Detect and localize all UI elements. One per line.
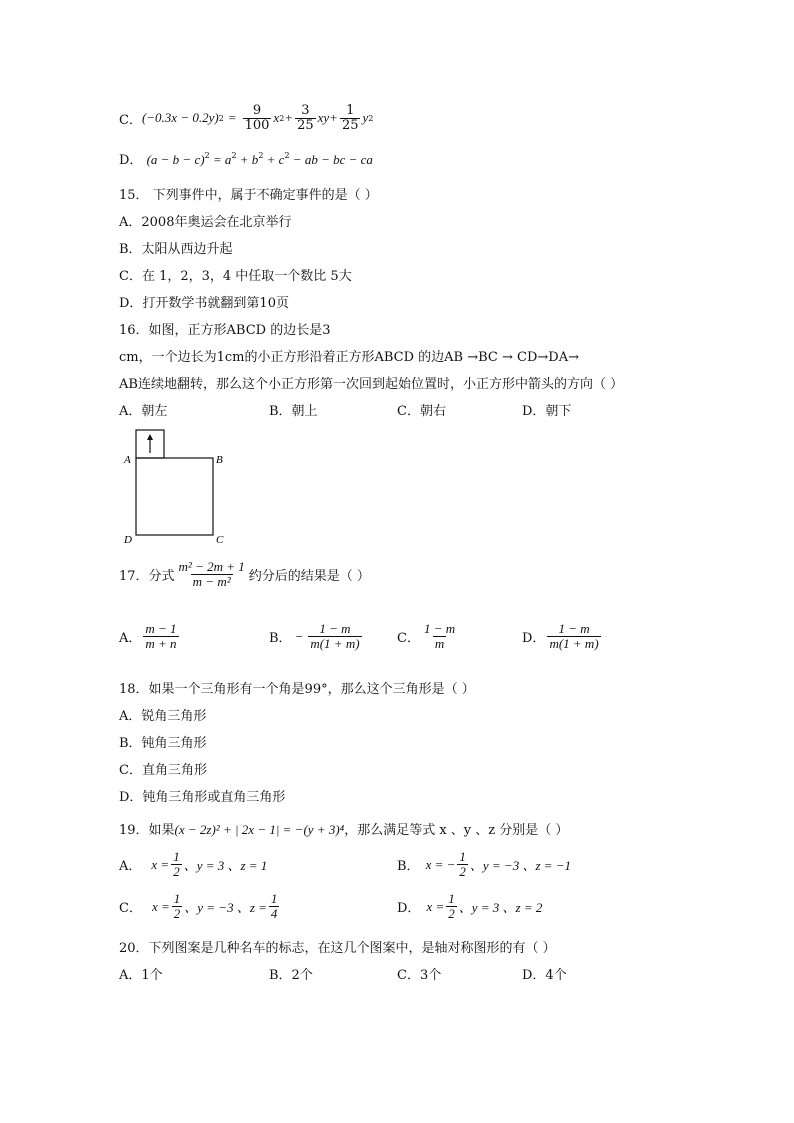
- q18-option-b: B．钝角三角形: [119, 736, 207, 751]
- q16-stem-line1: 16．如图，正方形ABCD 的边长是3: [119, 323, 331, 338]
- stem-prefix: 19．如果: [119, 823, 175, 838]
- q17-stem: [119, 560, 370, 589]
- q15-option-b: B．太阳从西边升起: [119, 242, 233, 257]
- q17-option-b: B． − $\frac{1 - m}{m(1 + m)}$: [269, 621, 360, 651]
- q20-option-c: C．3个: [397, 968, 442, 983]
- math-expression: (−0.3x − 0.2y): [141, 110, 219, 125]
- fraction: $\frac{\text{m² − 2m + 1}}{\text{m − m²}}$: [178, 559, 245, 589]
- exponent: 2: [218, 113, 224, 123]
- q19-stem: [119, 819, 568, 838]
- option-label: D．: [119, 153, 143, 168]
- math-expression: (x − 2z)² + | 2x − 1| = −(y + 3)⁴: [174, 822, 345, 837]
- q19-option-a: A． x = $\frac{1}{2}$ 、y = 3 、z = 1: [119, 849, 268, 879]
- q15-stem: 15． 下列事件中，属于不确定事件的是（ ）: [119, 188, 378, 203]
- label-a: A: [124, 454, 131, 466]
- option-label: C．: [119, 112, 142, 128]
- q19-option-d: D． x = $\frac{1}{2}$ 、y = 3 、z = 2: [397, 891, 543, 921]
- stem-prefix: 17．分式: [119, 569, 175, 584]
- q19-option-c: C． x = $\frac{1}{2}$ 、y = −3 、z = $\frac{1}{4}$: [119, 891, 278, 921]
- math-expression: (a − b − c): [146, 152, 205, 167]
- q16-option-d: D．朝下: [522, 404, 572, 419]
- label-b: B: [216, 454, 223, 466]
- q14-option-c: C． (−0.3x − 0.2y) 2 = $\frac{9}{100}$ x 2 + $\frac{3}{25}$ xy + $\frac{1}{25}$ y 2: [119, 102, 374, 133]
- q14-option-d: D． $(a - b - c)^2 = a^2 + b^2 + c^2$ − ab − bc − ca: [119, 151, 373, 168]
- q17-option-c: C． $\frac{1 - m}{m}$: [397, 621, 456, 651]
- q18-option-a: A．锐角三角形: [119, 709, 207, 724]
- q17-option-d: D． $\frac{1 - m}{m(1 + m)}$: [522, 621, 599, 651]
- q20-option-a: A．1个: [119, 968, 163, 983]
- q20-option-b: B．2个: [269, 968, 313, 983]
- q19-option-b: B． x = − $\frac{1}{2}$ 、y = −3 、z = −1: [397, 849, 572, 879]
- q16-option-a: A．朝左: [119, 404, 168, 419]
- q16-stem-line3: AB连续地翻转，那么这个小正方形第一次回到起始位置时，小正方形中箭头的方向（ ）: [119, 377, 624, 392]
- math-term: x: [273, 110, 280, 125]
- q15-option-c: C．在 1，2，3，4 中任取一个数比 5大: [119, 269, 352, 284]
- fraction: $\frac{9}{100}$: [244, 102, 270, 133]
- q20-stem: 20．下列图案是几种名车的标志，在这几个图案中，是轴对称图形的有（ ）: [119, 941, 556, 956]
- math-term: y: [362, 110, 369, 125]
- math-term: xy: [317, 110, 330, 125]
- q16-option-b: B．朝上: [269, 404, 318, 419]
- label-c: C: [216, 534, 224, 546]
- q15-option-a: A．2008年奥运会在北京举行: [119, 215, 292, 230]
- q15-option-d: D．打开数学书就翻到第10页: [119, 296, 289, 311]
- q18-option-d: D．钝角三角形或直角三角形: [119, 790, 286, 805]
- square-diagram: [118, 423, 230, 547]
- stem-suffix: 约分后的结果是（ ）: [248, 569, 370, 584]
- label-d: D: [124, 534, 132, 546]
- q16-stem-line2: cm，一个边长为1cm的小正方形沿着正方形ABCD 的边AB →BC → CD→DA→: [119, 350, 580, 365]
- q20-option-d: D．4个: [522, 968, 567, 983]
- q17-option-a: A． $\frac{m - 1}{m + n}$: [119, 621, 177, 651]
- stem-suffix: ，那么满足等式 x 、y 、z 分别是（ ）: [344, 823, 569, 838]
- q16-option-c: C．朝右: [397, 404, 446, 419]
- arrow-head-icon: [147, 434, 153, 440]
- q18-stem: 18．如果一个三角形有一个角是99°，那么这个三角形是（ ）: [119, 682, 475, 697]
- q18-option-c: C．直角三角形: [119, 763, 207, 778]
- fraction: $\frac{1}{25}$: [341, 102, 359, 133]
- big-square: [136, 458, 213, 535]
- fraction: $\frac{3}{25}$: [297, 102, 314, 133]
- equals-sign: =: [227, 110, 237, 125]
